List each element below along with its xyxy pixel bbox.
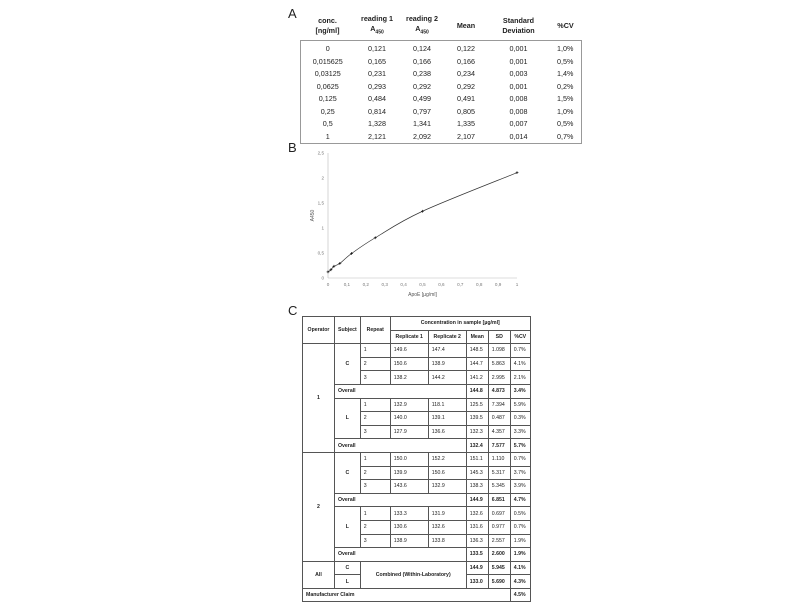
subject-cell: L bbox=[335, 507, 361, 548]
table-cell: 0,008 bbox=[509, 94, 528, 103]
table-cell: 147.4 bbox=[428, 344, 466, 358]
table-cell: 0,007 bbox=[509, 119, 528, 128]
table-cell: 2.1% bbox=[510, 371, 530, 385]
overall-mean: 133.5 bbox=[466, 548, 488, 562]
table-cell: 2,121 bbox=[368, 131, 386, 141]
table-cell: 0,292 bbox=[413, 81, 431, 91]
series-line bbox=[328, 173, 517, 272]
combined-sd: 5.690 bbox=[488, 575, 510, 589]
table-cell: 2,107 bbox=[457, 131, 475, 141]
table-cell: 5.863 bbox=[488, 357, 510, 371]
table-cell: 1 bbox=[360, 452, 390, 466]
table-cell: 131.6 bbox=[466, 520, 488, 534]
table-cell: 3 bbox=[360, 425, 390, 439]
table-cell: 0,124 bbox=[413, 44, 431, 53]
precision-table bbox=[302, 316, 531, 602]
overall-cv: 5.7% bbox=[510, 439, 530, 453]
table-cell: 127.9 bbox=[390, 425, 428, 439]
overall-cv: 4.7% bbox=[510, 493, 530, 507]
table-row bbox=[301, 131, 582, 144]
table-cell: 0,797 bbox=[413, 106, 431, 116]
x-tick-label: 0,7 bbox=[457, 282, 464, 287]
table-cell: 0,001 bbox=[509, 81, 528, 91]
overall-mean: 144.9 bbox=[466, 493, 488, 507]
table-row bbox=[303, 507, 531, 521]
table-cell: 1 bbox=[325, 131, 330, 141]
table-row bbox=[303, 548, 531, 562]
table-cell: 145.3 bbox=[466, 466, 488, 480]
table-cell: 3.3% bbox=[510, 425, 530, 439]
all-label: All bbox=[303, 561, 335, 588]
overall-mean: 132.4 bbox=[466, 439, 488, 453]
table-cell: 3.7% bbox=[510, 466, 530, 480]
y-tick-label: 0 bbox=[321, 275, 324, 281]
table-cell: 0,292 bbox=[457, 81, 475, 91]
table-cell: 0,7% bbox=[557, 131, 574, 141]
table-cell: 2.995 bbox=[488, 371, 510, 385]
combined-label: Combined (Within-Laboratory) bbox=[360, 561, 466, 588]
table-cell: 0,484 bbox=[368, 94, 386, 103]
table-cell: 152.2 bbox=[428, 452, 466, 466]
table-cell: 138.2 bbox=[390, 371, 428, 385]
table-cell: 141.2 bbox=[466, 371, 488, 385]
header-repeat: Repeat bbox=[360, 317, 390, 344]
table-cell: 0.487 bbox=[488, 412, 510, 426]
table-cell: 2 bbox=[360, 412, 390, 426]
standard-curve-table bbox=[300, 12, 582, 144]
table-cell: 1,0% bbox=[557, 44, 574, 53]
combined-cv: 4.3% bbox=[510, 575, 530, 589]
table-cell: 0,5% bbox=[557, 56, 574, 66]
header-cv: %CV bbox=[510, 330, 530, 344]
overall-label: Overall bbox=[335, 548, 467, 562]
y-axis-title: A450 bbox=[310, 209, 316, 222]
table-cell: 0.3% bbox=[510, 412, 530, 426]
header-conc: conc. [ng/ml] bbox=[315, 16, 340, 35]
table-cell: 3 bbox=[360, 480, 390, 494]
y-tick-label: 2 bbox=[321, 175, 324, 181]
table-cell: 4.1% bbox=[510, 357, 530, 371]
table-cell: 2 bbox=[360, 466, 390, 480]
table-cell: 2 bbox=[360, 357, 390, 371]
table-cell: 148.5 bbox=[466, 344, 488, 358]
table-cell: 0,03125 bbox=[314, 69, 341, 78]
table-cell: 1 bbox=[360, 398, 390, 412]
table-cell: 0.7% bbox=[510, 520, 530, 534]
panel-label-a: A bbox=[288, 6, 297, 21]
table-cell: 5.317 bbox=[488, 466, 510, 480]
table-cell: 133.3 bbox=[390, 507, 428, 521]
table-cell: 138.9 bbox=[428, 357, 466, 371]
combined-mean: 133.0 bbox=[466, 575, 488, 589]
subject-cell: L bbox=[335, 575, 361, 589]
x-tick-label: 0,8 bbox=[476, 282, 483, 287]
table-row bbox=[303, 561, 531, 575]
table-cell: 4.357 bbox=[488, 425, 510, 439]
operator-cell: 1 bbox=[303, 344, 335, 453]
table-cell: 0,001 bbox=[509, 56, 528, 66]
header-mean: Mean bbox=[456, 21, 476, 30]
table-cell: 0,491 bbox=[457, 94, 475, 103]
table-row bbox=[303, 588, 531, 602]
x-tick-label: 1 bbox=[515, 282, 519, 287]
y-tick-label: 0,5 bbox=[317, 250, 324, 256]
table-row bbox=[303, 398, 531, 412]
table-row bbox=[303, 344, 531, 358]
table-row bbox=[301, 106, 582, 119]
manufacturer-label: Manufacturer Claim bbox=[303, 588, 511, 602]
table-cell: 1,341 bbox=[413, 119, 431, 128]
header-rep2: Replicate 2 bbox=[428, 330, 466, 344]
table-cell: 136.6 bbox=[428, 425, 466, 439]
table-cell: 1.9% bbox=[510, 534, 530, 548]
operator-cell: 2 bbox=[303, 452, 335, 561]
table-cell: 139.1 bbox=[428, 412, 466, 426]
table-cell: 0,5% bbox=[557, 119, 574, 128]
table-cell: 133.8 bbox=[428, 534, 466, 548]
table-cell: 0,814 bbox=[368, 106, 386, 116]
table-row bbox=[301, 81, 582, 94]
table-cell: 0,008 bbox=[509, 106, 528, 116]
table-cell: 0,014 bbox=[509, 131, 528, 141]
overall-label: Overall bbox=[335, 384, 467, 398]
table-row bbox=[303, 439, 531, 453]
subject-cell: C bbox=[335, 344, 361, 385]
table-cell: 0.697 bbox=[488, 507, 510, 521]
table-cell: 1.098 bbox=[488, 344, 510, 358]
table-cell: 0,015625 bbox=[312, 56, 343, 66]
table-row bbox=[301, 41, 582, 56]
table-cell: 3 bbox=[360, 371, 390, 385]
y-tick-label: 1,5 bbox=[317, 200, 324, 206]
table-cell: 0,2% bbox=[557, 81, 574, 91]
table-cell: 2,092 bbox=[413, 131, 431, 141]
table-cell: 150.6 bbox=[428, 466, 466, 480]
panel-label-c: C bbox=[288, 303, 298, 318]
table-cell: 151.1 bbox=[466, 452, 488, 466]
table-cell: 1 bbox=[360, 507, 390, 521]
table-cell: 144.2 bbox=[428, 371, 466, 385]
table-cell: 0,238 bbox=[413, 69, 431, 78]
table-cell: 2 bbox=[360, 520, 390, 534]
header-reading-1: reading 1 $A_{450}$ bbox=[361, 14, 393, 36]
table-cell: 0,0625 bbox=[316, 81, 339, 91]
overall-cv: 1.9% bbox=[510, 548, 530, 562]
table-cell: 0,231 bbox=[368, 69, 386, 78]
table-row bbox=[301, 118, 582, 131]
x-axis-title: ApoE [µg/ml] bbox=[408, 292, 437, 298]
table-cell: 1,0% bbox=[557, 106, 574, 116]
table-row bbox=[303, 384, 531, 398]
table-cell: 0,122 bbox=[457, 44, 475, 53]
x-tick-label: 0,9 bbox=[494, 282, 502, 287]
table-cell: 2.557 bbox=[488, 534, 510, 548]
table-cell: 5.345 bbox=[488, 480, 510, 494]
table-cell: 0.5% bbox=[510, 507, 530, 521]
overall-mean: 144.8 bbox=[466, 384, 488, 398]
table-row bbox=[303, 493, 531, 507]
table-cell: 136.3 bbox=[466, 534, 488, 548]
overall-label: Overall bbox=[335, 439, 467, 453]
table-cell: 132.6 bbox=[428, 520, 466, 534]
x-tick-label: 0,3 bbox=[381, 282, 388, 287]
table-cell: 3.9% bbox=[510, 480, 530, 494]
table-row bbox=[301, 56, 582, 69]
combined-mean: 144.9 bbox=[466, 561, 488, 575]
table-cell: 138.3 bbox=[466, 480, 488, 494]
table-cell: 125.5 bbox=[466, 398, 488, 412]
x-tick-label: 0,2 bbox=[362, 282, 369, 287]
table-cell: 131.9 bbox=[428, 507, 466, 521]
x-tick-label: 0 bbox=[326, 282, 330, 287]
table-cell: 1,4% bbox=[557, 69, 574, 78]
table-cell: 144.7 bbox=[466, 357, 488, 371]
table-cell: 0,293 bbox=[368, 81, 386, 91]
table-cell: 0,166 bbox=[457, 56, 475, 66]
table-cell: 0.7% bbox=[510, 344, 530, 358]
panel-label-b: B bbox=[288, 140, 297, 155]
header-concentration: Concentration in sample [µg/ml] bbox=[390, 317, 530, 331]
header-operator: Operator bbox=[303, 317, 335, 344]
table-cell: 7.394 bbox=[488, 398, 510, 412]
table-cell: 0,125 bbox=[318, 94, 337, 103]
table-cell: 0,5 bbox=[322, 119, 333, 128]
table-cell: 1,5% bbox=[557, 94, 574, 103]
table-cell: 0,165 bbox=[368, 56, 386, 66]
table-row bbox=[303, 452, 531, 466]
subject-cell: C bbox=[335, 452, 361, 493]
manufacturer-value: 4.5% bbox=[510, 588, 530, 602]
table-cell: 132.9 bbox=[390, 398, 428, 412]
table-cell: 138.9 bbox=[390, 534, 428, 548]
table-cell: 1.110 bbox=[488, 452, 510, 466]
y-tick-label: 2,5 bbox=[317, 150, 324, 156]
table-row bbox=[301, 68, 582, 81]
overall-sd: 6.851 bbox=[488, 493, 510, 507]
table-cell: 139.5 bbox=[466, 412, 488, 426]
table-cell: 0.7% bbox=[510, 452, 530, 466]
header-rep1: Replicate 1 bbox=[390, 330, 428, 344]
table-cell: 0,003 bbox=[509, 69, 528, 78]
table-cell: 143.6 bbox=[390, 480, 428, 494]
overall-label: Overall bbox=[335, 493, 467, 507]
table-cell: 150.0 bbox=[390, 452, 428, 466]
table-cell: 132.9 bbox=[428, 480, 466, 494]
x-tick-label: 0,1 bbox=[343, 282, 351, 287]
overall-sd: 4.873 bbox=[488, 384, 510, 398]
standard-curve-chart bbox=[300, 145, 540, 300]
table-row bbox=[301, 93, 582, 106]
combined-sd: 5.945 bbox=[488, 561, 510, 575]
table-cell: 0,234 bbox=[457, 69, 475, 78]
table-cell: 0,25 bbox=[320, 106, 335, 116]
table-cell: 1 bbox=[360, 344, 390, 358]
table-cell: 0,121 bbox=[368, 44, 386, 53]
table-cell: 5.9% bbox=[510, 398, 530, 412]
table-cell: 130.6 bbox=[390, 520, 428, 534]
x-tick-label: 0,5 bbox=[419, 282, 426, 287]
table-cell: 1,335 bbox=[457, 119, 475, 128]
overall-sd: 2.600 bbox=[488, 548, 510, 562]
table-cell: 132.6 bbox=[466, 507, 488, 521]
overall-cv: 3.4% bbox=[510, 384, 530, 398]
table-cell: 140.0 bbox=[390, 412, 428, 426]
table-cell: 118.1 bbox=[428, 398, 466, 412]
table-cell: 139.9 bbox=[390, 466, 428, 480]
table-cell: 3 bbox=[360, 534, 390, 548]
header-sd: Standard Deviation bbox=[502, 16, 535, 35]
table-cell: 0,499 bbox=[413, 94, 431, 103]
subject-cell: C bbox=[335, 561, 361, 575]
subject-cell: L bbox=[335, 398, 361, 439]
table-cell: 0,001 bbox=[509, 44, 528, 53]
table-cell: 0 bbox=[325, 44, 330, 53]
header-subject: Subject bbox=[335, 317, 361, 344]
header-cv: %CV bbox=[557, 21, 574, 30]
overall-sd: 7.577 bbox=[488, 439, 510, 453]
table-cell: 0.977 bbox=[488, 520, 510, 534]
table-cell: 1,328 bbox=[368, 119, 386, 128]
combined-cv: 4.1% bbox=[510, 561, 530, 575]
table-cell: 150.6 bbox=[390, 357, 428, 371]
header-mean: Mean bbox=[466, 330, 488, 344]
table-cell: 0,805 bbox=[457, 106, 475, 116]
header-reading-2: reading 2 $A_{450}$ bbox=[406, 14, 438, 36]
x-tick-label: 0,4 bbox=[400, 282, 407, 287]
table-cell: 149.6 bbox=[390, 344, 428, 358]
table-row bbox=[303, 317, 531, 331]
header-sd: SD bbox=[488, 330, 510, 344]
table-cell: 132.3 bbox=[466, 425, 488, 439]
x-tick-label: 0,6 bbox=[438, 282, 445, 287]
table-cell: 0,166 bbox=[413, 56, 431, 66]
y-tick-label: 1 bbox=[321, 225, 324, 231]
